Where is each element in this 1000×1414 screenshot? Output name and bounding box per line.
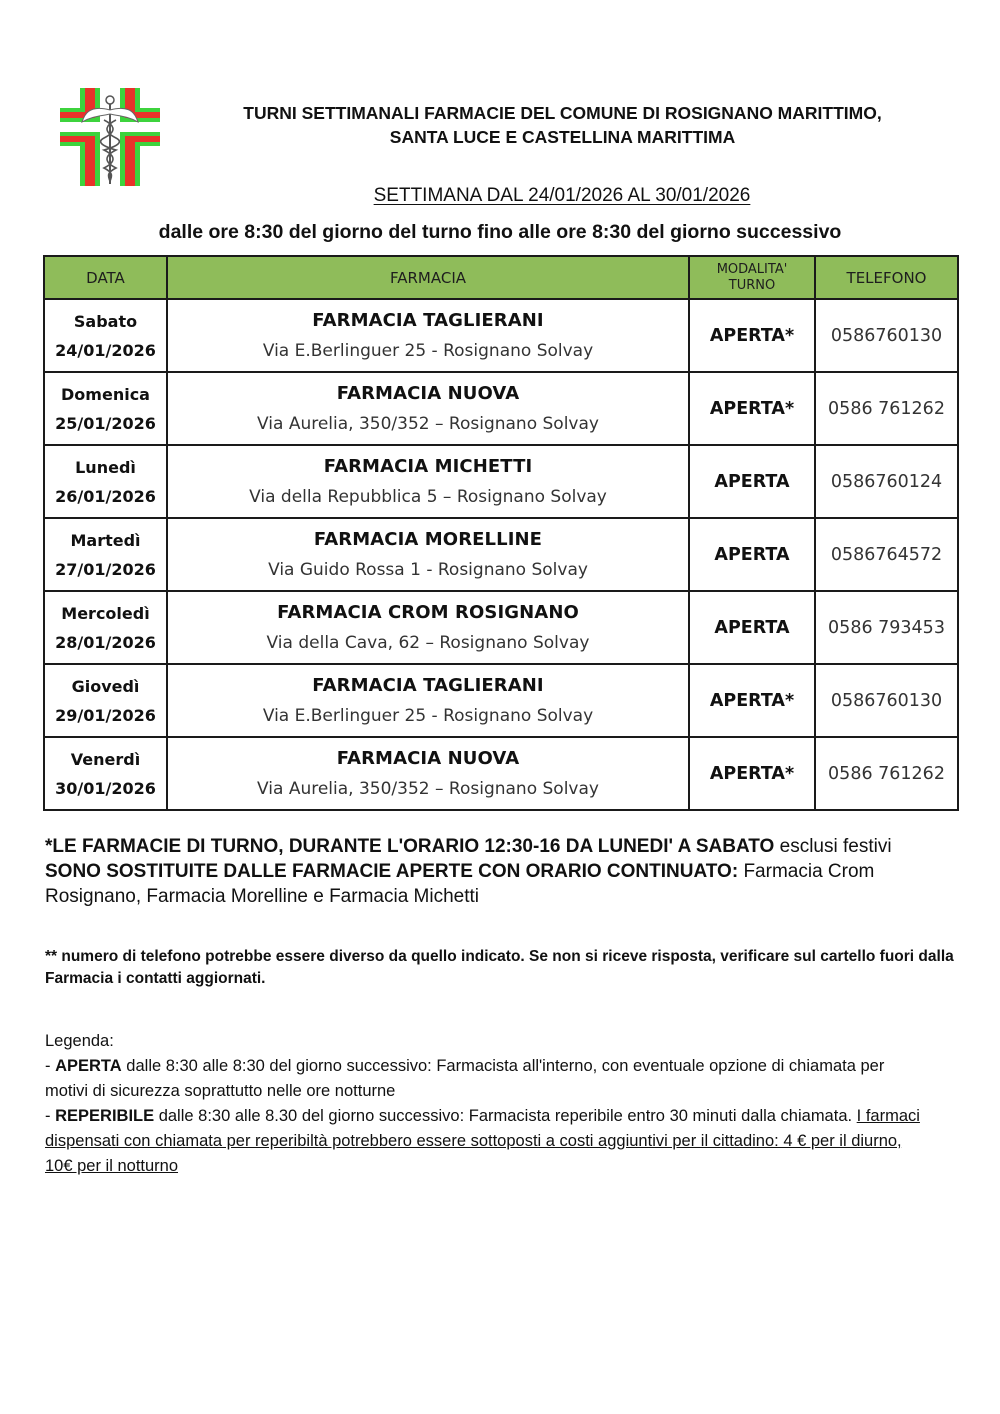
phone-cell (815, 372, 958, 445)
table-row (44, 299, 958, 372)
weekday: Giovedì (71, 676, 140, 696)
phone-cell (815, 445, 958, 518)
legend-item2-term: REPERIBILE (55, 1107, 155, 1125)
phone-cell (815, 591, 958, 664)
date-cell (44, 299, 167, 372)
legend-item1-term: APERTA (55, 1057, 122, 1075)
mode-cell (689, 372, 815, 445)
date-cell (44, 591, 167, 664)
legend-item2-text: dalle 8:30 alle 8.30 del giorno successivo: Farmacista reperibile entro 30 minuti dalla chiamata. (154, 1107, 857, 1125)
table-row (44, 445, 958, 518)
pharmacy-cell (167, 591, 689, 664)
phone-disclaimer-note: ** numero di telefono potrebbe essere diverso da quello indicato. Se non si riceve risposta, verificare sul cartello fuori dalla Farmacia i contatti aggiornati. (45, 948, 954, 987)
legend-item-aperta (45, 1054, 925, 1104)
phone-cell (815, 664, 958, 737)
phone-cell (815, 737, 958, 810)
phone-number: 0586764572 (830, 544, 943, 565)
mode-cell (689, 591, 815, 664)
shift-hours-subtitle: dalle ore 8:30 del giorno del turno fino alle ore 8:30 del giorno successivo (158, 221, 842, 243)
lunch-substitution-note (45, 834, 945, 909)
pharmacy-cell (167, 737, 689, 810)
phone-cell (815, 299, 958, 372)
legend (45, 1029, 925, 1179)
pharmacy-cell (167, 518, 689, 591)
date: 28/01/2026 (55, 632, 156, 652)
date: 26/01/2026 (55, 486, 156, 506)
phone-number: 0586 761262 (828, 763, 945, 784)
pharmacy-name: FARMACIA TAGLIERANI (312, 309, 544, 331)
week-range: SETTIMANA DAL 24/01/2026 AL 30/01/2026 (373, 185, 751, 206)
date: 24/01/2026 (55, 340, 156, 360)
pharmacy-name: FARMACIA CROM ROSIGNANO (277, 601, 579, 623)
weekday: Mercoledì (61, 603, 150, 623)
pharmacy-cell (167, 299, 689, 372)
shift-mode: APERTA* (709, 398, 795, 419)
weekday: Domenica (61, 384, 150, 404)
phone-number: 0586 793453 (828, 617, 945, 638)
weekday: Sabato (73, 311, 138, 331)
weekday: Martedì (70, 530, 141, 550)
pharmacy-name: FARMACIA MORELLINE (313, 528, 543, 550)
weekday: Venerdì (70, 749, 141, 769)
pharmacy-cross-caduceus-icon (58, 86, 162, 188)
mode-cell (689, 445, 815, 518)
phone-number: 0586760130 (830, 325, 943, 346)
mode-cell (689, 518, 815, 591)
document-title (170, 101, 955, 149)
shift-mode: APERTA* (709, 690, 795, 711)
note1-part1: *LE FARMACIE DI TURNO, DURANTE L'ORARIO 12:30-16 DA LUNEDI' A SABATO (45, 836, 775, 857)
phone-cell (815, 518, 958, 591)
date-cell (44, 664, 167, 737)
pharmacy-schedule-table (43, 255, 959, 811)
legend-item1-prefix: - (45, 1057, 56, 1075)
table-row (44, 591, 958, 664)
legend-item2-cost-note: I farmaci dispensati con chiamata per reperibiltà potrebbero essere sottoposti a costi aggiuntivi per il cittadino: 4 € per il diurno, 10€ per il notturno (45, 1107, 920, 1175)
shift-mode: APERTA (714, 617, 790, 638)
table-row (44, 372, 958, 445)
pharmacy-name: FARMACIA TAGLIERANI (312, 674, 544, 696)
legend-title: Legenda: (45, 1032, 114, 1050)
phone-number: 0586760124 (830, 471, 943, 492)
shift-mode: APERTA* (709, 325, 795, 346)
date-cell (44, 445, 167, 518)
note1-part4: Farmacia Crom Rosignano, Farmacia Morelline e Farmacia Michetti (45, 861, 875, 907)
pharmacy-cell (167, 445, 689, 518)
column-header-modalita-turno (689, 256, 815, 299)
pharmacy-cell (167, 372, 689, 445)
shift-mode: APERTA (714, 471, 790, 492)
legend-item1-text: dalle 8:30 alle 8:30 del giorno successivo: Farmacista all'interno, con eventuale opzione di chiamata per motivi di sicurezza soprattutto nelle ore notturne (45, 1057, 885, 1100)
column-header-farmacia: FARMACIA (167, 256, 689, 299)
title-line-2: SANTA LUCE E CASTELLINA MARITTIMA (389, 127, 736, 147)
weekday: Lunedì (75, 457, 136, 477)
date: 27/01/2026 (55, 559, 156, 579)
note1-part3: SONO SOSTITUITE DALLE FARMACIE APERTE CON ORARIO CONTINUATO: (45, 861, 739, 882)
date: 30/01/2026 (55, 778, 156, 798)
mode-cell (689, 737, 815, 810)
pharmacy-address: Via della Repubblica 5 – Rosignano Solvay (249, 486, 607, 507)
date-cell (44, 518, 167, 591)
shift-mode: APERTA* (709, 763, 795, 784)
phone-number: 0586760130 (830, 690, 943, 711)
mode-cell (689, 664, 815, 737)
table-row (44, 664, 958, 737)
column-header-data: DATA (44, 256, 167, 299)
note1-part2: esclusi festivi (779, 836, 892, 857)
date: 29/01/2026 (55, 705, 156, 725)
pharmacy-address: Via E.Berlinguer 25 - Rosignano Solvay (262, 705, 594, 726)
pharmacy-name: FARMACIA NUOVA (336, 747, 520, 769)
table-row (44, 737, 958, 810)
pharmacy-address: Via Guido Rossa 1 - Rosignano Solvay (268, 559, 588, 580)
pharmacy-name: FARMACIA MICHETTI (323, 455, 533, 477)
mode-cell (689, 299, 815, 372)
column-header-telefono: TELEFONO (815, 256, 958, 299)
table-header-row (44, 256, 958, 299)
date-cell (44, 737, 167, 810)
column-header-modalita-line1: MODALITA' (716, 261, 788, 277)
title-line-1: TURNI SETTIMANALI FARMACIE DEL COMUNE DI ROSIGNANO MARITTIMO, (243, 103, 882, 123)
pharmacy-address: Via E.Berlinguer 25 - Rosignano Solvay (262, 340, 594, 361)
legend-item2-prefix: - (45, 1107, 56, 1125)
shift-mode: APERTA (714, 544, 790, 565)
pharmacy-name: FARMACIA NUOVA (336, 382, 520, 404)
date: 25/01/2026 (55, 413, 156, 433)
date-cell (44, 372, 167, 445)
pharmacy-logo (58, 86, 162, 188)
legend-item-reperibile (45, 1104, 925, 1179)
pharmacy-cell (167, 664, 689, 737)
pharmacy-address: Via della Cava, 62 – Rosignano Solvay (266, 632, 590, 653)
table-row (44, 518, 958, 591)
pharmacy-address: Via Aurelia, 350/352 – Rosignano Solvay (257, 413, 599, 434)
column-header-modalita-line2: TURNO (728, 277, 776, 293)
pharmacy-address: Via Aurelia, 350/352 – Rosignano Solvay (257, 778, 599, 799)
phone-number: 0586 761262 (828, 398, 945, 419)
